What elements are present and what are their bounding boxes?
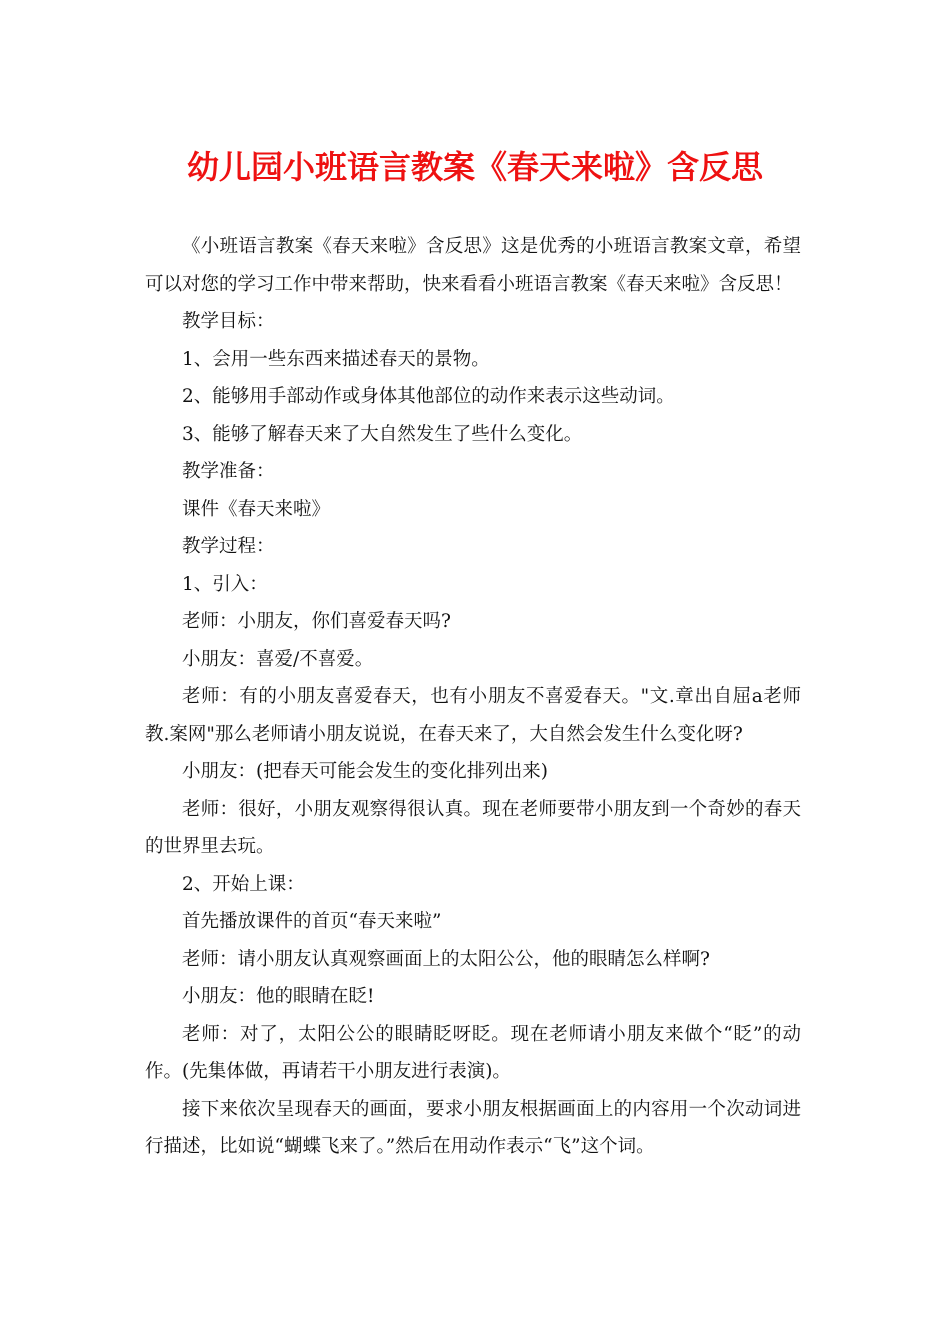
paragraph-intro: 《小班语言教案《春天来啦》含反思》这是优秀的小班语言教案文章，希望可以对您的学习工作中带来帮助，快来看看小班语言教案《春天来啦》含反思！ — [145, 236, 801, 295]
paragraph-goal-2: 2、能够用手部动作或身体其他部位的动作来表示这些动词。 — [182, 386, 675, 407]
paragraph-dialogue: 老师：对了，太阳公公的眼睛眨呀眨。现在老师请小朋友来做个“眨”的动作。(先集体做，再请若干小朋友进行表演)。 — [145, 1023, 801, 1082]
document-title: 幼儿园小班语言教案《春天来啦》含反思 — [186, 148, 763, 186]
paragraph-text: 首先播放课件的首页“春天来啦” — [182, 911, 442, 932]
paragraph-dialogue: 老师：有的小朋友喜爱春天，也有小朋友不喜爱春天。"文.章出自屈a老师教.案网"那么老师请小朋友说说，在春天来了，大自然会发生什么变化呀? — [145, 686, 801, 745]
paragraph-goal-3: 3、能够了解春天来了大自然发生了些什么变化。 — [182, 423, 583, 445]
paragraph-dialogue: 老师：很好，小朋友观察得很认真。现在老师要带小朋友到一个奇妙的春天的世界里去玩。 — [145, 798, 801, 857]
paragraph-dialogue: 小朋友：喜爱/不喜爱。 — [182, 648, 374, 670]
paragraph-step-1: 1、引入： — [182, 573, 268, 595]
paragraph-goals-heading: 教学目标： — [182, 311, 275, 332]
paragraph-dialogue: 小朋友：他的眼睛在眨! — [182, 986, 375, 1007]
paragraph-prep-item: 课件《春天来啦》 — [182, 498, 331, 520]
paragraph-prep-heading: 教学准备： — [182, 461, 275, 482]
paragraph-dialogue: 小朋友：(把春天可能会发生的变化排列出来) — [182, 761, 548, 782]
paragraph-dialogue: 老师：请小朋友认真观察画面上的太阳公公，他的眼睛怎么样啊? — [182, 948, 710, 970]
paragraph-process-heading: 教学过程： — [182, 536, 275, 557]
paragraph-step-2: 2、开始上课： — [182, 873, 305, 895]
paragraph-goal-1: 1、会用一些东西来描述春天的景物。 — [182, 348, 490, 370]
document-body — [145, 228, 801, 1166]
paragraph-text: 接下来依次呈现春天的画面，要求小朋友根据画面上的内容用一个次动词进行描述，比如说“蝴蝶飞来了。”然后在用动作表示“飞”这个词。 — [145, 1098, 801, 1157]
paragraph-dialogue: 老师：小朋友，你们喜爱春天吗? — [182, 611, 451, 632]
